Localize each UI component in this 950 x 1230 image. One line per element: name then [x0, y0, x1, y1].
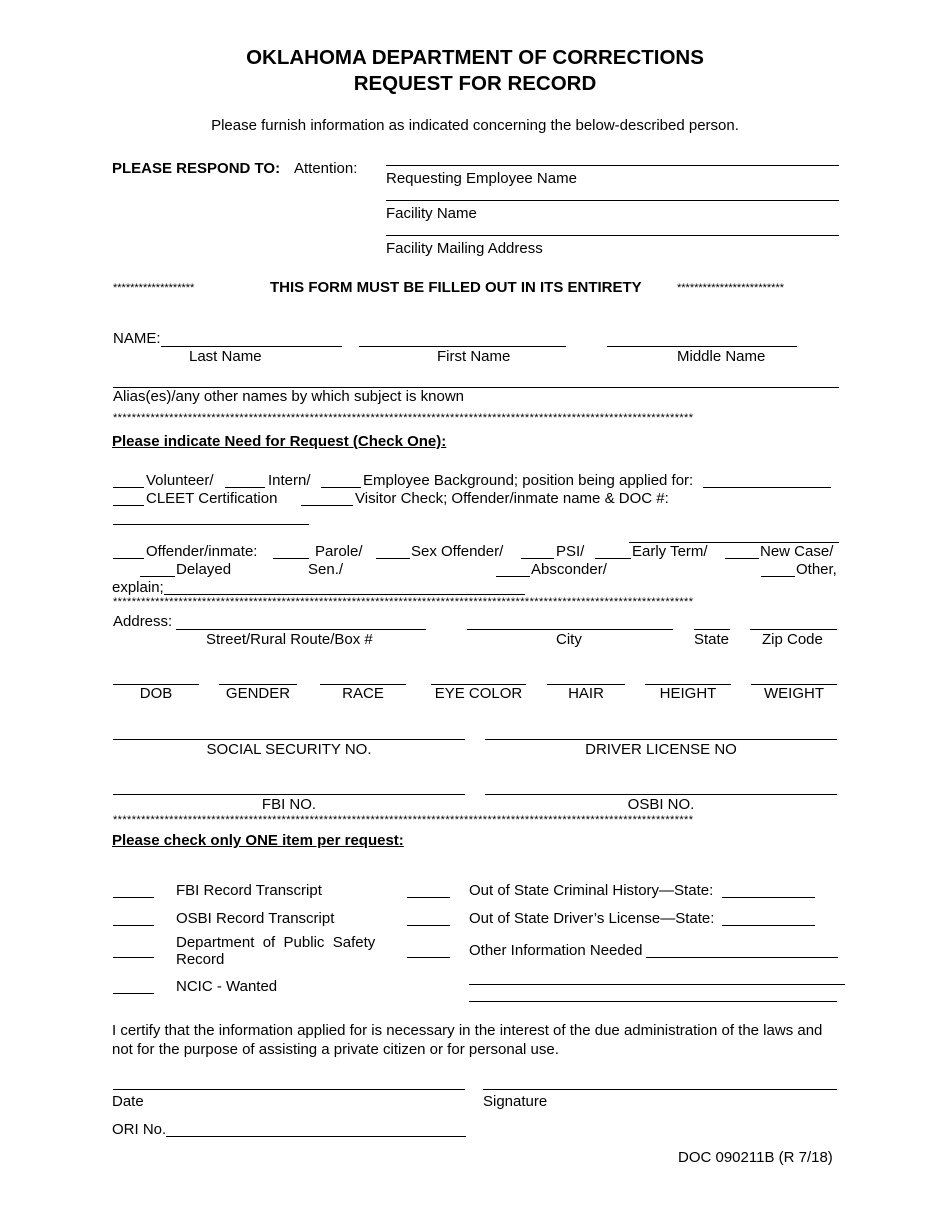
date-field[interactable] — [113, 1089, 465, 1090]
ssn-caption: SOCIAL SECURITY NO. — [206, 741, 372, 758]
certify-line-2: not for the purpose of assisting a private citizen or for personal use. — [112, 1041, 559, 1058]
form-subtitle: REQUEST FOR RECORD — [353, 72, 597, 95]
ori-label: ORI No. — [112, 1121, 167, 1138]
new-case-label: New Case/ — [760, 543, 834, 560]
city-caption: City — [556, 631, 582, 648]
fbi-transcript-label: FBI Record Transcript — [176, 882, 322, 899]
osbi-number-caption: OSBI NO. — [627, 796, 695, 813]
facility-name-caption: Facility Name — [386, 205, 477, 222]
explain-field[interactable] — [164, 594, 525, 595]
employee-name-caption: Requesting Employee Name — [386, 170, 577, 187]
psi-label: PSI/ — [556, 543, 585, 560]
intern-label: Intern/ — [268, 472, 311, 489]
state-field[interactable] — [694, 629, 730, 630]
street-caption: Street/Rural Route/Box # — [206, 631, 373, 648]
offender-inmate-label: Offender/inmate: — [146, 543, 258, 560]
oos-criminal-state-field[interactable] — [722, 897, 815, 898]
street-field[interactable] — [176, 629, 426, 630]
race-caption: RACE — [342, 685, 384, 702]
oos-driver-license-checkbox[interactable] — [407, 925, 450, 926]
certify-line-1: I certify that the information applied for is necessary in the interest of the due administration of the laws and — [112, 1022, 823, 1039]
middle-name-caption: Middle Name — [677, 348, 766, 365]
sex-offender-checkbox[interactable] — [376, 558, 410, 559]
other-info-label: Other Information Needed — [469, 942, 643, 959]
dps-record-label-line1: Department of Public Safety — [176, 934, 376, 951]
position-field[interactable] — [703, 487, 831, 488]
facility-address-caption: Facility Mailing Address — [386, 240, 543, 257]
separator-3: **************************************************************************************************************************** — [113, 815, 694, 826]
last-name-field[interactable] — [161, 346, 342, 347]
employee-background-label: Employee Background; position being applied for: — [363, 472, 694, 489]
hair-caption: HAIR — [568, 685, 604, 702]
oos-driver-license-state-field[interactable] — [722, 925, 815, 926]
cleet-checkbox[interactable] — [113, 505, 144, 506]
volunteer-label: Volunteer/ — [146, 472, 214, 489]
ori-field[interactable] — [166, 1136, 466, 1137]
visitor-check-checkbox[interactable] — [301, 505, 353, 506]
last-name-caption: Last Name — [189, 348, 262, 365]
ncic-checkbox[interactable] — [113, 993, 154, 994]
driver-license-caption: DRIVER LICENSE NO — [585, 741, 737, 758]
separator-2: **************************************************************************************************************************** — [113, 597, 694, 608]
absconder-label: Absconder/ — [531, 561, 607, 578]
items-heading: Please check only ONE item per request: — [112, 832, 404, 849]
driver-license-field[interactable] — [485, 739, 837, 740]
weight-caption: WEIGHT — [764, 685, 824, 702]
intern-checkbox[interactable] — [225, 487, 265, 488]
osbi-transcript-checkbox[interactable] — [113, 925, 154, 926]
gender-caption: GENDER — [225, 685, 291, 702]
alias-caption: Alias(es)/any other names by which subject is known — [113, 388, 464, 405]
height-caption: HEIGHT — [659, 685, 717, 702]
first-name-field[interactable] — [359, 346, 566, 347]
delayed-sen-checkbox[interactable] — [140, 576, 175, 577]
ssn-field[interactable] — [113, 739, 465, 740]
new-case-checkbox[interactable] — [725, 558, 759, 559]
need-heading: Please indicate Need for Request (Check One): — [112, 433, 447, 450]
oos-criminal-label: Out of State Criminal History—State: — [469, 882, 714, 899]
signature-caption: Signature — [483, 1093, 548, 1110]
employee-name-field[interactable] — [386, 165, 839, 166]
other-checkbox[interactable] — [761, 576, 795, 577]
offender-name-doc-field[interactable] — [113, 524, 309, 525]
osbi-number-field[interactable] — [485, 794, 837, 795]
form-title: OKLAHOMA DEPARTMENT OF CORRECTIONS — [246, 46, 704, 69]
zip-field[interactable] — [750, 629, 837, 630]
fbi-number-caption: FBI NO. — [261, 796, 317, 813]
zip-caption: Zip Code — [762, 631, 823, 648]
early-term-label: Early Term/ — [632, 543, 708, 560]
fbi-transcript-checkbox[interactable] — [113, 897, 154, 898]
middle-name-field[interactable] — [607, 346, 797, 347]
other-label: Other, — [796, 561, 837, 578]
dob-caption: DOB — [139, 685, 173, 702]
date-caption: Date — [112, 1093, 144, 1110]
volunteer-checkbox[interactable] — [113, 487, 144, 488]
other-info-line-2[interactable] — [469, 984, 845, 985]
facility-address-field[interactable] — [386, 235, 839, 236]
employee-background-checkbox[interactable] — [321, 487, 361, 488]
oos-driver-license-label: Out of State Driver’s License—State: — [469, 910, 715, 927]
dps-record-checkbox[interactable] — [113, 957, 154, 958]
address-label: Address: — [113, 613, 173, 630]
other-info-line-3[interactable] — [469, 1001, 837, 1002]
osbi-transcript-label: OSBI Record Transcript — [176, 910, 335, 927]
city-field[interactable] — [467, 629, 673, 630]
notice-stars-left: ******************* — [113, 282, 195, 294]
sen-label: Sen./ — [308, 561, 344, 578]
parole-checkbox[interactable] — [273, 558, 309, 559]
name-label: NAME: — [113, 330, 161, 347]
explain-label: explain; — [112, 579, 164, 596]
facility-name-field[interactable] — [386, 200, 839, 201]
instruction-text: Please furnish information as indicated concerning the below-described person. — [211, 117, 739, 134]
first-name-caption: First Name — [437, 348, 511, 365]
psi-checkbox[interactable] — [521, 558, 554, 559]
notice-stars-right: ************************* — [677, 282, 785, 294]
parole-label: Parole/ — [315, 543, 363, 560]
respond-label: PLEASE RESPOND TO: — [112, 160, 281, 177]
state-caption: State — [694, 631, 730, 648]
delayed-label: Delayed — [176, 561, 232, 578]
other-info-field[interactable] — [646, 957, 838, 958]
oos-criminal-checkbox[interactable] — [407, 897, 450, 898]
other-info-checkbox[interactable] — [407, 957, 450, 958]
cleet-label: CLEET Certification — [146, 490, 278, 507]
attention-label: Attention: — [294, 160, 358, 177]
absconder-checkbox[interactable] — [496, 576, 530, 577]
offender-inmate-checkbox[interactable] — [113, 558, 144, 559]
notice-text: THIS FORM MUST BE FILLED OUT IN ITS ENTIRETY — [270, 279, 642, 296]
fbi-number-field[interactable] — [113, 794, 465, 795]
form-number: DOC 090211B (R 7/18) — [678, 1149, 833, 1166]
signature-field[interactable] — [483, 1089, 837, 1090]
sex-offender-label: Sex Offender/ — [411, 543, 504, 560]
ncic-label: NCIC - Wanted — [176, 978, 278, 995]
dps-record-label-line2: Record — [176, 951, 225, 968]
eye-color-caption: EYE COLOR — [434, 685, 523, 702]
early-term-checkbox[interactable] — [595, 558, 631, 559]
visitor-check-label: Visitor Check; Offender/inmate name & DOC #: — [355, 490, 669, 507]
separator-1: **************************************************************************************************************************** — [113, 413, 694, 424]
